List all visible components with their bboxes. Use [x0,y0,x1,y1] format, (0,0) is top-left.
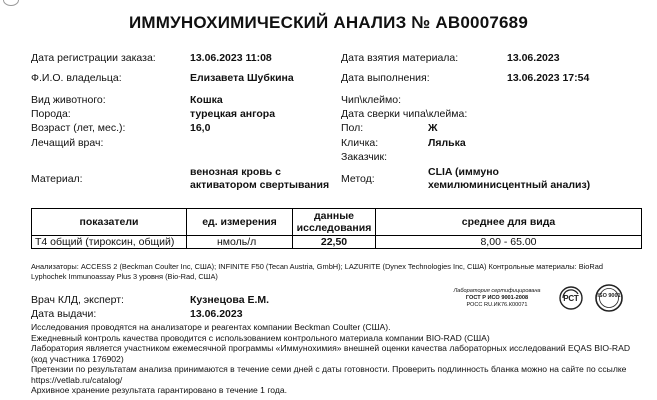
chip-check-label: Дата сверки чипа\клейма: [341,108,468,120]
owner-value: Елизавета Шубкина [190,72,294,84]
footer-notes [31,322,631,396]
reg-date-value: 13.06.2023 11:08 [190,52,272,64]
sex-label: Пол: [341,122,364,134]
sample-date-label: Дата взятия материала: [341,52,459,64]
breed-value: турецкая ангора [190,108,276,120]
row-reference: 8,00 - 65.00 [376,236,642,249]
certification-line1: Лаборатория сертифицирована [453,288,541,294]
certification-text [447,288,547,309]
nickname-value: Лялька [428,137,466,149]
decorative-arc [3,0,19,6]
analyzers-note: Анализаторы: ACCESS 2 (Beckman Coulter Inc, США); INFINITE F50 (Tecan Austria, GmbH); LAZURITE (Dynex Technologies Inc, США) Контрольные материалы: BioRad Lyphochek Immunoassay Plus 3 уровня (Bio-Rad, США) [31,262,603,281]
issue-date-label: Дата выдачи: [31,308,97,320]
rst-mark-text: РСТ [563,294,579,303]
certification-line3: РОСС RU.ИК76.К00071 [466,302,528,308]
header-reference: среднее для вида [376,209,642,236]
results-table [31,208,642,249]
material-value: венозная кровь с активатором свертывания [190,166,330,191]
done-date-label: Дата выполнения: [341,72,430,84]
owner-label: Ф.И.О. владельца: [31,72,122,84]
footer-line: Исследования проводятся на анализаторе и реагентах компании Beckman Coulter (США). [31,322,391,332]
rst-certification-icon [554,285,590,311]
method-label: Метод: [341,173,375,185]
page-title: ИММУНОХИМИЧЕСКИЙ АНАЛИЗ № AB0007689 [129,13,528,32]
age-value: 16,0 [190,122,211,134]
done-date-value: 13.06.2023 17:54 [507,72,590,84]
material-label: Материал: [31,173,83,185]
method-value: CLIA (иммуно хемилюминисцентный анализ) [428,166,591,191]
reg-date-label: Дата регистрации заказа: [31,52,156,64]
animal-label: Вид животного: [31,94,106,106]
iso-text-main: ISO 9001 [597,293,621,299]
footer-line: Архивное хранение результата гарантировано в течение 1 года. [31,385,288,395]
doctor-value: Кузнецова Е.М. [190,294,270,306]
header-value: данные исследования [293,209,376,236]
sample-date-value: 13.06.2023 [507,52,560,64]
results-header-row [32,209,642,236]
iso-seal-icon [594,283,624,313]
header-unit: ед. измерения [187,209,293,236]
sex-value: Ж [428,122,438,134]
age-label: Возраст (лет, мес.): [31,122,126,134]
doctor-label: Врач КЛД, эксперт: [31,294,124,306]
footer-line: Ежедневный контроль качества проводится с использованием контрольного материала компании BIO-RAD (США) [31,332,490,343]
issue-date-value: 13.06.2023 [190,308,243,320]
row-indicator: T4 общий (тироксин, общий) [32,236,187,249]
table-row [32,236,642,249]
breed-label: Порода: [31,108,71,120]
animal-value: Кошка [190,94,223,106]
vet-label: Лечащий врач: [31,137,104,149]
footer-line: Претензии по результатам анализа принимаются в течение семи дней с даты готовности. Проверить подлинность бланка можно на сайте по ссылке https://vetlab.ru/catalog/ [31,364,627,385]
certification-line2: ГОСТ Р ИСО 9001-2008 [465,295,529,301]
customer-label: Заказчик: [341,151,388,163]
nickname-label: Кличка: [341,137,379,149]
row-unit: нмоль/л [187,236,293,249]
chip-label: Чип\клеймо: [341,94,401,106]
header-indicator: показатели [32,209,187,236]
row-value: 22,50 [293,236,376,249]
footer-line: Лаборатория является участником ежемесячной программы «Иммунохимия» внешней оценки качества лабораторных исследований EQAS BIO-RAD (код участника 176902) [31,343,631,364]
